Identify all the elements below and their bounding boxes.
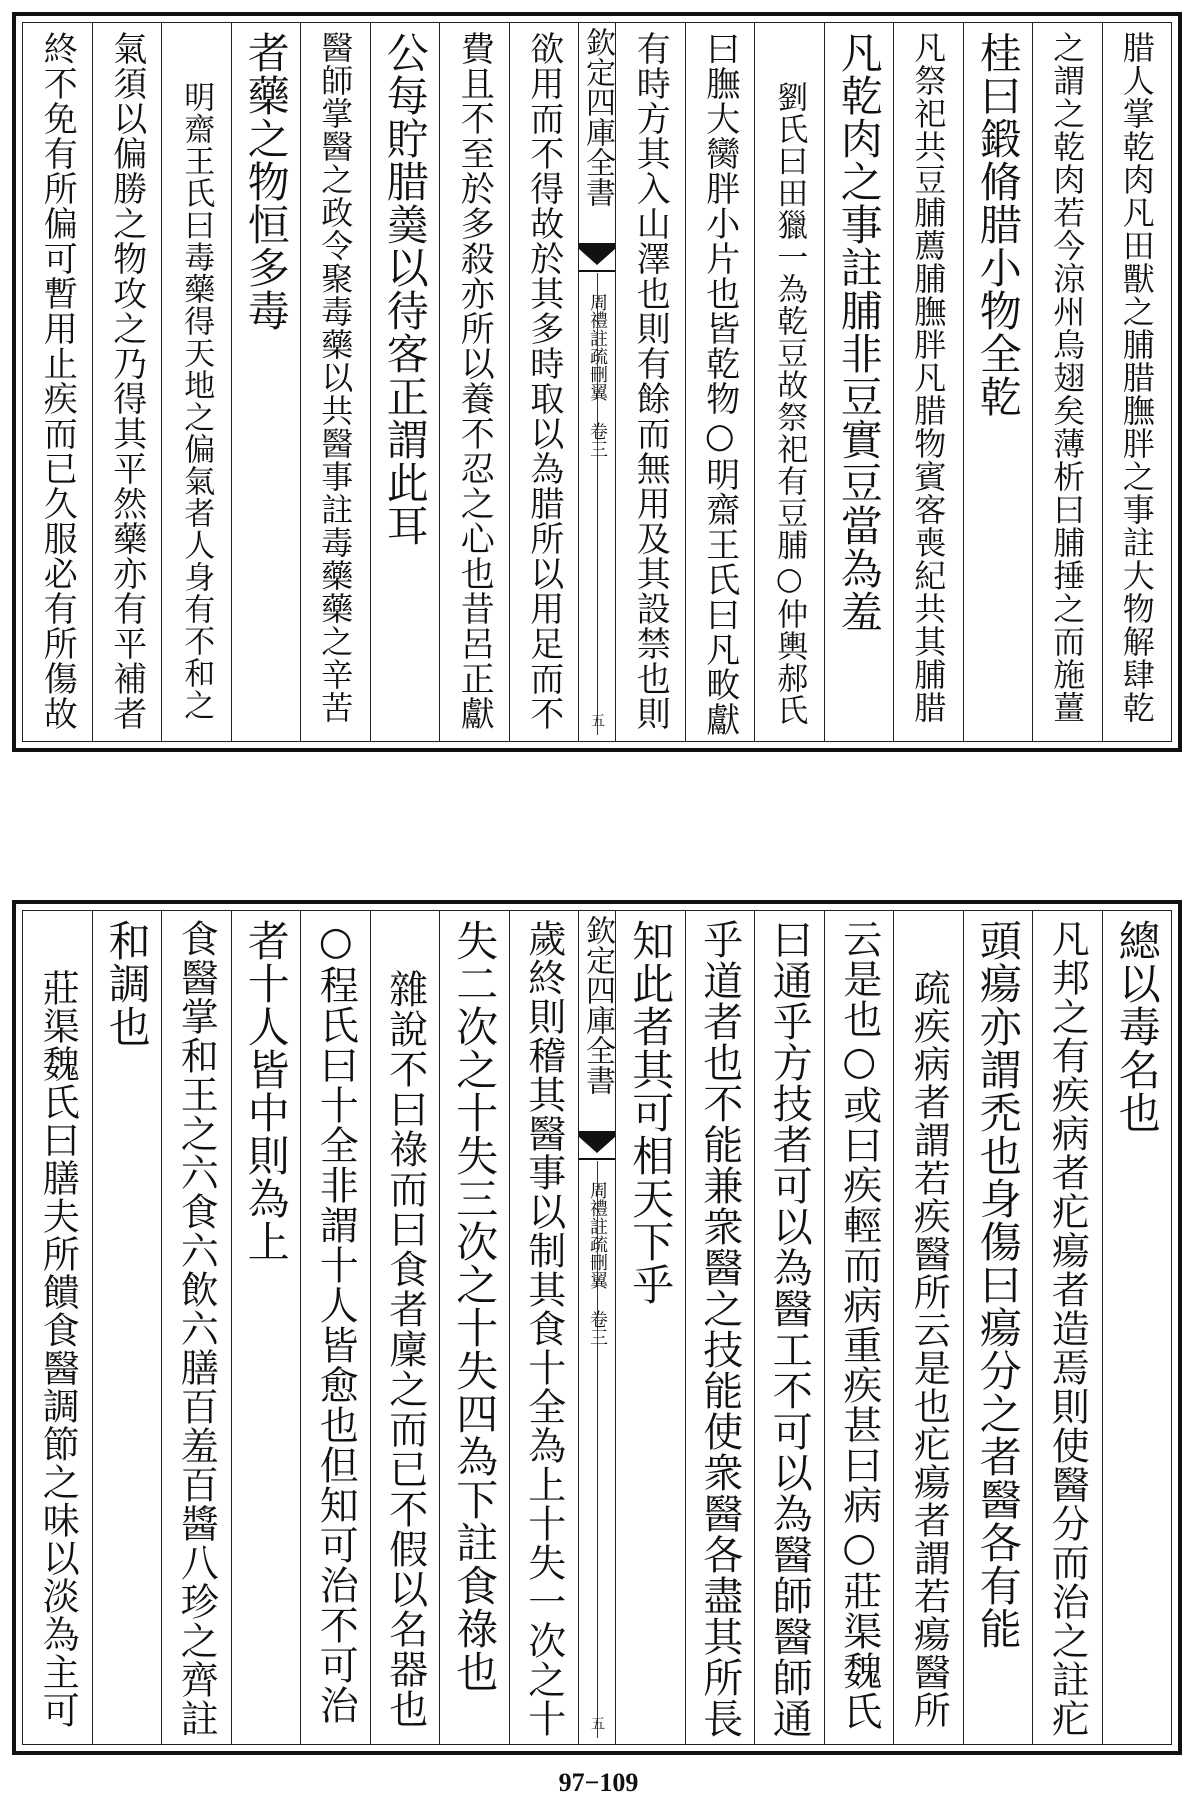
text-column xyxy=(231,911,301,1744)
text-column xyxy=(685,23,755,741)
text-column xyxy=(615,23,685,741)
column-text: 乎道者也不能兼衆醫之技能使衆醫各盡其所長 xyxy=(696,919,743,1739)
top-panel xyxy=(12,12,1182,752)
column-text: 總以毒名也 xyxy=(1112,919,1162,1134)
bottom-panel-frame xyxy=(22,910,1172,1745)
text-column xyxy=(370,23,440,741)
text-column xyxy=(615,911,685,1744)
text-column xyxy=(161,23,231,741)
column-text: 雜說不曰祿而曰食者廩之而已不假以名器也 xyxy=(382,969,428,1729)
column-text: 食醫掌和王之六食六飲六膳百羞百醬八珍之齊註 xyxy=(174,919,219,1738)
text-column xyxy=(92,23,162,741)
fish-tail-mark xyxy=(579,243,615,273)
page-folio: 97−109 xyxy=(558,1768,639,1797)
column-text: 欲用而不得故於其多時取以為腊所以用足而不 xyxy=(523,31,564,731)
text-column xyxy=(231,23,301,741)
text-column xyxy=(963,911,1033,1744)
column-text: 明齋王氏曰毒藥得天地之偏氣者人身有不和之 xyxy=(178,81,215,721)
text-column xyxy=(161,911,231,1744)
column-text: 劉氏曰田獵一為乾豆故祭祀有豆脯○仲輿郝氏 xyxy=(771,81,808,726)
text-column xyxy=(23,23,92,741)
column-text: 云是也○或曰疾輕而病重疾甚曰病○莊渠魏氏 xyxy=(836,919,882,1731)
column-text: 曰通乎方技者可以為醫工不可以為醫師醫師通 xyxy=(766,919,813,1739)
column-text: 曰膴大臠胖小片也皆乾物○明齋王氏曰凡畋獻 xyxy=(699,31,740,737)
text-column xyxy=(439,23,509,741)
text-column xyxy=(300,23,370,741)
column-text: 凡祭祀共豆脯薦脯膴胖凡腊物賓客喪紀共其脯腊 xyxy=(909,31,948,724)
text-column xyxy=(824,23,894,741)
text-column xyxy=(1032,911,1102,1744)
column-text: 氣須以偏勝之物攻之乃得其平然藥亦有平補者 xyxy=(106,31,147,731)
leaf-number: 五 xyxy=(589,1716,605,1730)
bottom-columns xyxy=(23,911,1171,1744)
column-text: 頭瘍亦謂禿也身傷曰瘍分之者醫各有能 xyxy=(973,919,1023,1650)
column-text: 者十人皆中則為上 xyxy=(241,919,291,1263)
book-title: 周禮註疏刪翼 卷三 xyxy=(587,1181,608,1346)
text-column xyxy=(439,911,509,1744)
library-title: 欽定四庫全書 xyxy=(580,27,615,207)
column-text: 知此者其可相天下乎 xyxy=(626,919,676,1306)
text-column xyxy=(23,911,92,1744)
text-column xyxy=(1102,911,1172,1744)
text-column xyxy=(92,911,162,1744)
top-panel-frame xyxy=(22,22,1172,742)
book-title: 周禮註疏刪翼 卷三 xyxy=(587,293,608,458)
column-text: 凡乾肉之事註脯非豆實豆當為羞 xyxy=(834,31,884,633)
top-columns xyxy=(23,23,1171,741)
text-column xyxy=(824,911,894,1744)
text-column xyxy=(754,911,824,1744)
text-column xyxy=(509,23,579,741)
column-text: 終不免有所偏可暫用止疾而已久服必有所傷故 xyxy=(37,31,78,731)
text-column xyxy=(1032,23,1102,741)
text-column xyxy=(963,23,1033,741)
fish-tail-mark xyxy=(579,1131,615,1161)
column-text: ○程氏曰十全非謂十人皆愈也但知可治不可治 xyxy=(313,919,359,1725)
bottom-panel xyxy=(12,900,1182,1755)
column-text: 莊渠魏氏曰膳夫所饋食醫調節之味以淡為主可 xyxy=(36,969,80,1729)
column-text: 醫師掌醫之政令聚毒藥以共醫事註毒藥藥之辛苦 xyxy=(316,31,355,724)
banxin-center-column xyxy=(578,23,615,741)
column-text: 疏疾病者謂若疾醫所云是也疕瘍者謂若瘍醫所 xyxy=(907,969,951,1729)
text-column xyxy=(370,911,440,1744)
text-column xyxy=(1102,23,1172,741)
leaf-number: 五 xyxy=(589,713,605,727)
column-text: 者藥之物恒多毒 xyxy=(241,31,291,332)
column-text: 有時方其入山澤也則有餘而無用及其設禁也則 xyxy=(630,31,671,731)
column-text: 凡邦之有疾病者疕瘍者造焉則使醫分而治之註疕 xyxy=(1045,919,1090,1738)
column-text: 失二次之十失三次之十失四為下註食祿也 xyxy=(450,919,500,1693)
text-column xyxy=(893,23,963,741)
text-column xyxy=(685,911,755,1744)
column-text: 桂曰鍛脩腊小物全乾 xyxy=(973,31,1023,418)
banxin-center-column xyxy=(578,911,615,1744)
text-column xyxy=(300,911,370,1744)
text-column xyxy=(509,911,579,1744)
text-column xyxy=(754,23,824,741)
column-text: 之謂之乾肉若今涼州烏翅矣薄析曰脯捶之而施薑 xyxy=(1048,31,1087,724)
column-text: 和調也 xyxy=(102,919,152,1048)
column-text: 腊人掌乾肉凡田獸之脯腊膴胖之事註大物解肆乾 xyxy=(1117,31,1156,724)
library-title: 欽定四庫全書 xyxy=(580,915,615,1095)
column-text: 公每貯腊羮以待客正謂此耳 xyxy=(380,31,430,547)
column-text: 歲終則稽其醫事以制其食十全為上十失一次之十 xyxy=(521,919,566,1738)
text-column xyxy=(893,911,963,1744)
column-text: 費且不至於多殺亦所以養不忍之心也昔呂正獻 xyxy=(454,31,495,731)
